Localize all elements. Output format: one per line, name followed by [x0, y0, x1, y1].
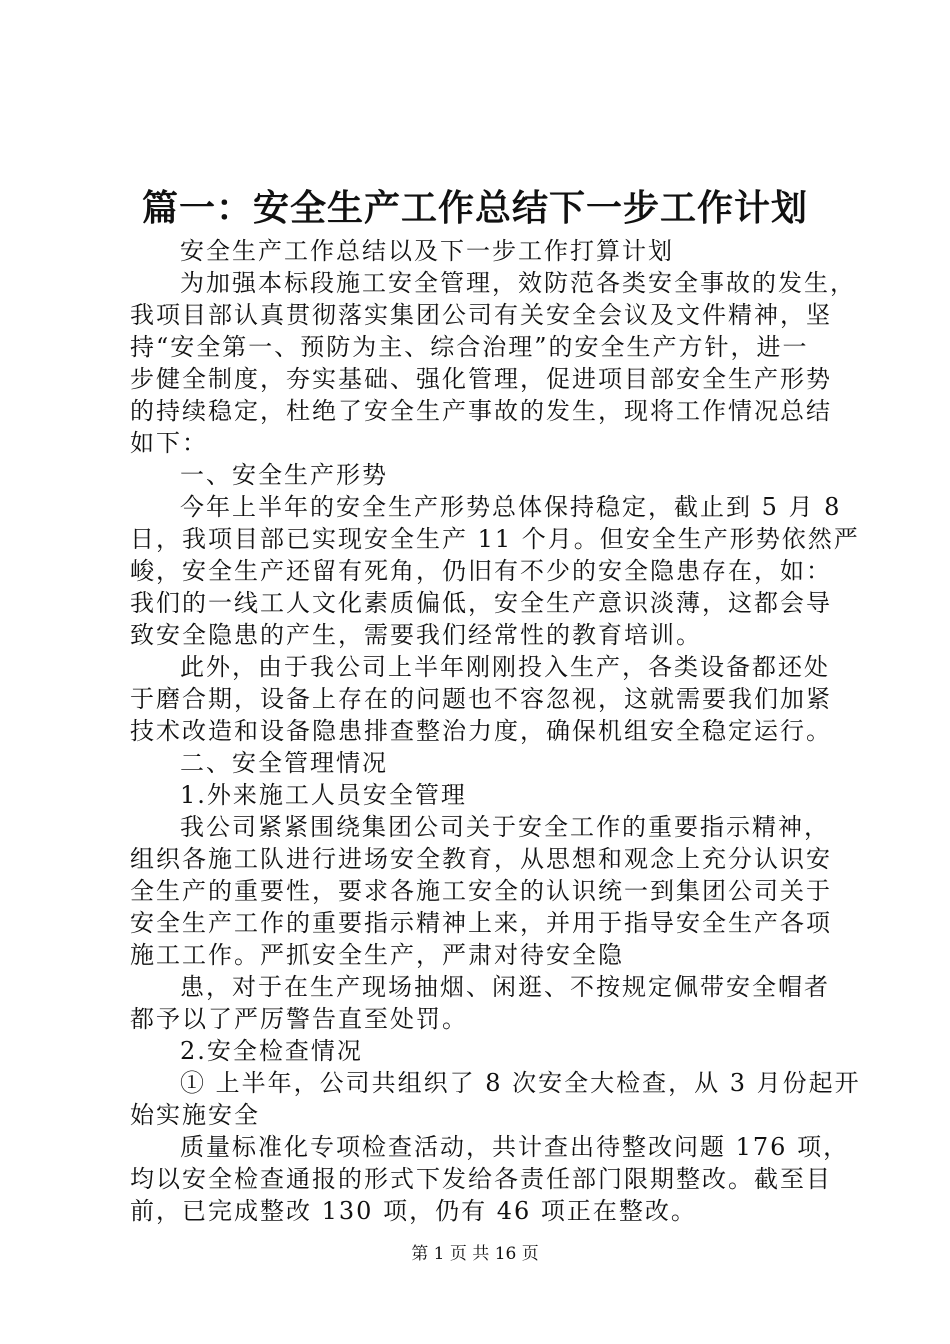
paragraph-line: 组织各施工队进行进场安全教育，从思想和观念上充分认识安 [130, 845, 832, 873]
paragraph-line: 质量标准化专项检查活动，共计查出待整改问题 176 项， [180, 1133, 850, 1161]
section-heading: 二、安全管理情况 [180, 749, 388, 777]
paragraph-line: ① 上半年，公司共组织了 8 次安全大检查，从 3 月份起开 [180, 1069, 861, 1097]
paragraph-line: 患，对于在生产现场抽烟、闲逛、不按规定佩带安全帽者 [180, 973, 830, 1001]
section-heading: 一、安全生产形势 [180, 461, 388, 489]
paragraph-line: 始实施安全 [130, 1101, 260, 1129]
paragraph-line: 致安全隐患的产生，需要我们经常性的教育培训。 [130, 621, 702, 649]
paragraph-line: 均以安全检查通报的形式下发给各责任部门限期整改。截至目 [130, 1165, 832, 1193]
paragraph-line: 安全生产工作的重要指示精神上来，并用于指导安全生产各项 [130, 909, 832, 937]
paragraph-line: 步健全制度，夯实基础、强化管理，促进项目部安全生产形势 [130, 365, 832, 393]
paragraph-line: 为加强本标段施工安全管理，效防范各类安全事故的发生， [180, 269, 856, 297]
paragraph-line: 如下： [130, 429, 208, 457]
paragraph-line: 我们的一线工人文化素质偏低，安全生产意识淡薄，这都会导 [130, 589, 832, 617]
paragraph-line: 的持续稳定，杜绝了安全生产事故的发生，现将工作情况总结 [130, 397, 832, 425]
paragraph-line: 持“安全第一、预防为主、综合治理”的安全生产方针，进一 [130, 333, 809, 361]
paragraph-line: 全生产的重要性，要求各施工安全的认识统一到集团公司关于 [130, 877, 832, 905]
paragraph-line: 此外，由于我公司上半年刚刚投入生产，各类设备都还处 [180, 653, 830, 681]
paragraph-line: 前，已完成整改 130 项，仍有 46 项正在整改。 [130, 1197, 697, 1225]
paragraph-line: 我项目部认真贯彻落实集团公司有关安全会议及文件精神，坚 [130, 301, 832, 329]
paragraph-line: 日，我项目部已实现安全生产 11 个月。但安全生产形势依然严 [130, 525, 860, 553]
paragraph-line: 都予以了严厉警告直至处罚。 [130, 1005, 468, 1033]
paragraph-line: 技术改造和设备隐患排查整治力度，确保机组安全稳定运行。 [130, 717, 832, 745]
subtitle-line: 安全生产工作总结以及下一步工作打算计划 [180, 237, 674, 265]
paragraph-line: 今年上半年的安全生产形势总体保持稳定，截止到 5 月 8 [180, 493, 842, 521]
paragraph-line: 我公司紧紧围绕集团公司关于安全工作的重要指示精神， [180, 813, 830, 841]
subsection-heading: 2.安全检查情况 [180, 1037, 363, 1065]
paragraph-line: 于磨合期，设备上存在的问题也不容忽视，这就需要我们加紧 [130, 685, 832, 713]
paragraph-line: 施工工作。严抓安全生产，严肃对待安全隐 [130, 941, 624, 969]
document-title: 篇一：安全生产工作总结下一步工作计划 [141, 188, 808, 229]
paragraph-line: 峻，安全生产还留有死角，仍旧有不少的安全隐患存在，如： [130, 557, 832, 585]
subsection-heading: 1.外来施工人员安全管理 [180, 781, 467, 809]
page-number-footer: 第 1 页 共 16 页 [411, 1244, 539, 1264]
